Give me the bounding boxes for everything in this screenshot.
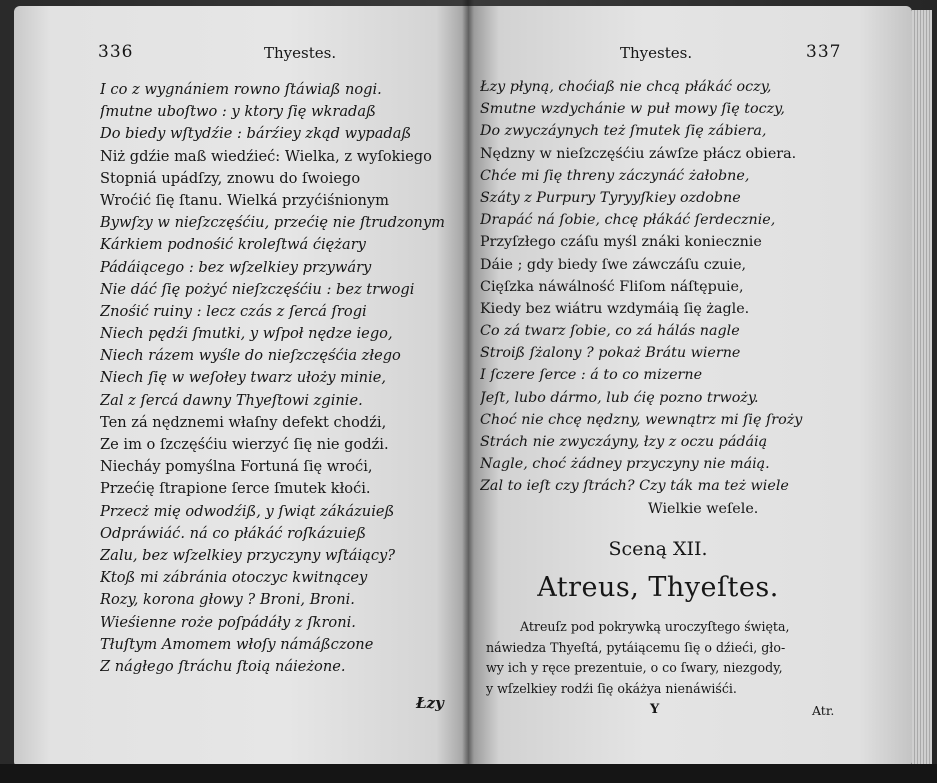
- verse-line: ſmutne uboſtwo : y ktory ſię wkradaß: [100, 103, 376, 121]
- scene-title: Atreus, Thyeſtes.: [537, 572, 779, 603]
- right-verse-block: [480, 76, 850, 498]
- right-page: [468, 6, 912, 766]
- verse-line: Stopniá upádſzy, znowu do ſwoiego: [100, 169, 361, 187]
- verse-line: Stroiß ſżalony ? pokaż Brátu wierne: [480, 345, 741, 362]
- argument-line: wy ich y ręce prezentuie, o co ſwary, niezgody,: [486, 660, 783, 675]
- verse-line: Cięſzka náwálność Fliſom náſtępuie,: [480, 278, 744, 295]
- left-verse-block: [100, 79, 464, 678]
- argument-line: y wſzelkiey rodźi ſię okáżya nienáwiśći.: [486, 680, 737, 696]
- scene-heading: Sceną XII.: [608, 538, 708, 560]
- catchword-right: Atr.: [812, 703, 835, 718]
- verse-line: Kiedy bez wiátru wzdymáią ſię żagle.: [480, 300, 750, 317]
- verse-line: Chće mi ſię threny záczynáć żałobne,: [480, 167, 750, 184]
- verse-line: Do biedy wſtydźie : bárźiey zkąd wypadaß: [100, 125, 412, 143]
- catchword-left: Łzy: [416, 694, 444, 712]
- verse-line: Z nágłego ſtráchu ſtoią náieżone.: [100, 657, 346, 675]
- verse-line: Strách nie zwyczáyny, łzy z oczu pádáią: [480, 434, 768, 450]
- verse-line: Jeſt, lubo dármo, lub ćię pozno trwoży.: [480, 389, 759, 406]
- verse-line: Pádáiącego : bez wſzelkiey przywáry: [100, 258, 372, 276]
- verse-line: Ze im o ſzczęśćiu wierzyć ſię nie godźi.: [100, 436, 389, 453]
- signature-mark: Y: [650, 702, 660, 717]
- verse-line: Drapáć ná ſobie, chcę płákáć ſerdecznie,: [480, 212, 776, 229]
- verse-line: Smutne wzdychánie w puł mowy ſię toczy,: [480, 101, 785, 118]
- verse-line: Ten zá nędznemi właſny defekt chodźi,: [100, 413, 387, 431]
- verse-line: Łzy płyną, choćiaß nie chcą płákáć oczy,: [480, 79, 772, 95]
- verse-line: I ſczere ſerce : á to co mizerne: [480, 367, 703, 384]
- verse-line: Niech pędźi ſmutki, y wſpoł nędze iego,: [100, 325, 393, 343]
- verse-line: Niech ſię w weſołey twarz ułoży minie,: [100, 369, 387, 387]
- page-edges: [912, 10, 932, 765]
- verse-line: Száty z Purpury Tyryyſkiey ozdobne: [480, 189, 741, 206]
- bottom-shadow: [0, 764, 937, 783]
- verse-line: Niech rázem wyśle do nieſzczęśćia złego: [100, 347, 401, 365]
- verse-line: Co zá twarz ſobie, co zá hálás nagle: [480, 323, 740, 340]
- verse-line: Niecháy pomyślna Fortuná ſię wroći,: [100, 458, 373, 476]
- page-number-right: 337: [806, 42, 842, 62]
- verse-line: Wroćić ſię ſtanu. Wielká przyćiśnionym: [100, 191, 389, 209]
- running-head-right: Thyestes.: [620, 44, 693, 62]
- verse-line: Przyſzłego czáſu myśl znáki koniecznie: [480, 234, 762, 251]
- verse-line: Wieśienne roże poſpádáły z ſkroni.: [100, 613, 356, 631]
- verse-line: Niż gdźie maß wiedźieć: Wielka, z wyſokiego: [100, 147, 432, 165]
- left-page: [14, 6, 468, 766]
- verse-line: Rozy, korona głowy ? Broni, Broni.: [100, 591, 355, 609]
- verse-line: Przecż mię odwodźiß, y ſwiąt zákázuieß: [100, 502, 395, 520]
- verse-line: Znośić ruiny : lecz czás z ſercá ſrogi: [100, 302, 367, 320]
- verse-line: Kárkiem podnośić kroleſtwá ćiężary: [100, 236, 366, 254]
- verse-line: Odpráwiáć. ná co płákáć roſkázuieß: [100, 524, 366, 542]
- verse-line: Bywſzy w nieſzczęśćiu, przećię nie ſtrudzonym: [100, 214, 445, 232]
- verse-line: Do zwyczáynych też ſmutek ſię zábiera,: [480, 123, 767, 140]
- verse-line: Ktoß mi zábránia otoczyc kwitnącey: [100, 569, 368, 587]
- verse-line: Dáie ; gdy biedy ſwe záwczáſu czuie,: [480, 256, 747, 273]
- verse-line: Tłuſtym Amomem włoſy námáßczone: [100, 635, 374, 653]
- verse-line: Zal to ieſt czy ſtrách? Czy ták ma też wiele: [480, 478, 789, 495]
- verse-line: Zalu, bez wſzelkiey przyczyny wſtáiący?: [100, 546, 396, 564]
- scene-argument: [486, 617, 862, 699]
- verse-line: Nie dáć ſię pożyć nieſzczęśćiu : bez trwogi: [100, 280, 415, 298]
- verse-line: Nagle, choć żádney przyczyny nie máią.: [480, 456, 770, 473]
- verse-line: Nędzny w nieſzczęśćiu záwſze płácz obiera.: [480, 145, 797, 162]
- verse-line: Zal z ſercá dawny Thyeſtowi zginie.: [100, 391, 363, 409]
- argument-line: Atreuſz pod pokrywką uroczyſtego święta,: [520, 619, 790, 634]
- book-gutter: [462, 0, 474, 783]
- verse-continuation: Wielkie weſele.: [648, 501, 759, 517]
- verse-line: Przećię ſtrapione ſerce ſmutek kłoći.: [100, 480, 371, 498]
- running-head-left: Thyestes.: [264, 44, 337, 62]
- verse-line: I co z wygnániem rowno ſtáwiaß nogi.: [100, 81, 382, 98]
- verse-line: Choć nie chcę nędzny, wewnątrz mi ſię ſroży: [480, 411, 803, 428]
- argument-line: náwiedza Thyeſtá, pytáiącemu ſię o dźieći, gło-: [486, 639, 786, 655]
- page-number-left: 336: [98, 42, 134, 62]
